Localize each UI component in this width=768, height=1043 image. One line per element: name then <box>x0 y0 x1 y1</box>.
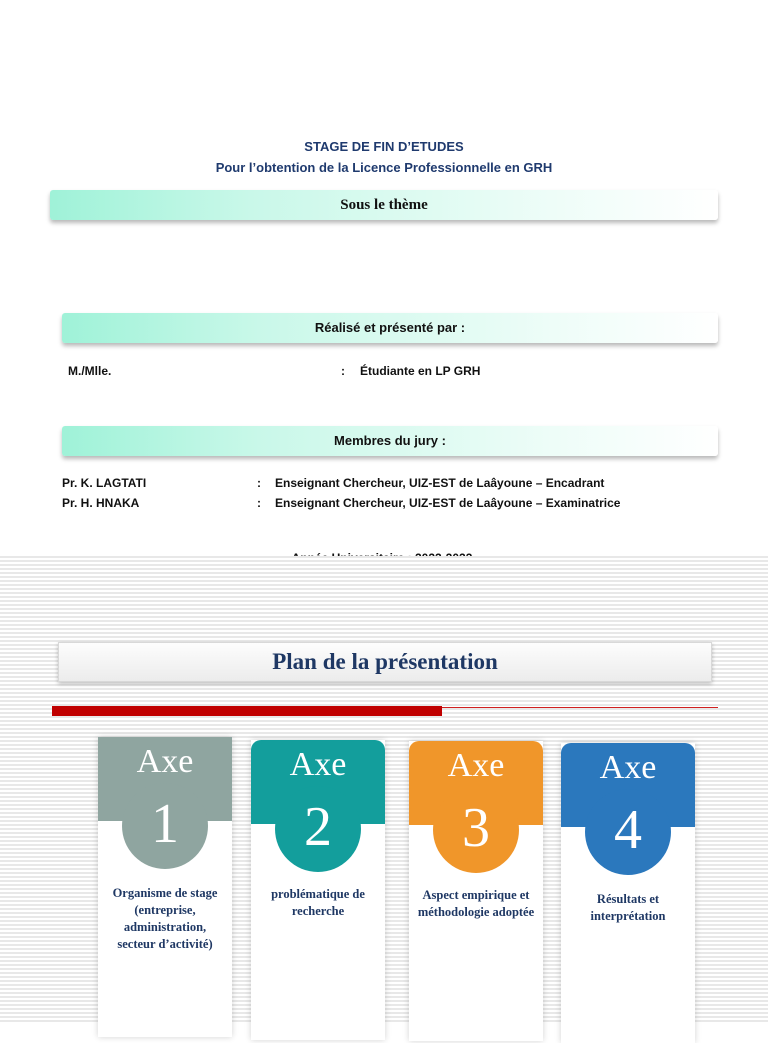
axis-card-2 <box>251 740 385 1040</box>
student-role: Étudiante en LP GRH <box>360 364 481 378</box>
accent-bar <box>52 706 442 716</box>
axis-word: Axe <box>447 747 505 784</box>
theme-band: Sous le thème <box>50 190 718 220</box>
jury-member-role: Enseignant Chercheur, UIZ-EST de Laâyoune – Encadrant <box>275 476 605 490</box>
axis-description: problématique de recherche <box>271 887 365 918</box>
jury-member-name: Pr. H. HNAKA <box>62 496 140 510</box>
axis-card-1 <box>98 737 232 1037</box>
axis-word: Axe <box>136 743 194 780</box>
jury-member-role: Enseignant Chercheur, UIZ-EST de Laâyoune – Examinatrice <box>275 496 621 510</box>
axis-description: Résultats et interprétation <box>590 892 666 923</box>
axis-number: 3 <box>462 797 490 859</box>
jury-member-name: Pr. K. LAGTATI <box>62 476 147 490</box>
accent-line <box>442 707 718 708</box>
cover-subtitle: Pour l’obtention de la Licence Professionnelle en GRH <box>215 160 553 175</box>
axis-word: Axe <box>599 749 657 786</box>
axis-number: 2 <box>304 796 332 858</box>
axis-description: Organisme de stage (entreprise, administration, secteur d’activité) <box>112 886 218 951</box>
jury-member-separator: : <box>257 476 261 490</box>
jury-member-separator: : <box>257 496 261 510</box>
axis-description: Aspect empirique et méthodologie adoptée <box>417 888 535 919</box>
axis-number: 1 <box>151 793 179 855</box>
jury-band: Membres du jury : <box>62 426 718 456</box>
student-separator: : <box>341 364 345 378</box>
student-name: M./Mlle. <box>68 364 112 378</box>
axis-number: 4 <box>614 799 642 861</box>
cover-title: STAGE DE FIN D’ETUDES <box>304 139 464 154</box>
presented-band: Réalisé et présenté par : <box>62 313 718 343</box>
axis-card-4 <box>561 743 695 1043</box>
axis-word: Axe <box>289 746 347 783</box>
plan-title: Plan de la présentation <box>58 642 712 682</box>
axis-card-3 <box>409 741 543 1041</box>
